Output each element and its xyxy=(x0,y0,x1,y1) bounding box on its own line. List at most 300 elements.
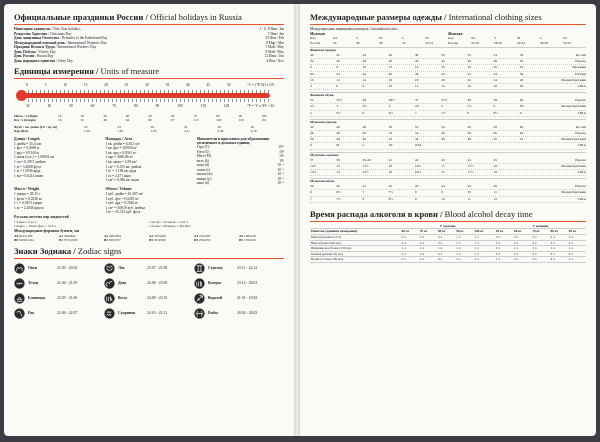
alcohol-cell: 2 ч xyxy=(568,234,586,240)
size-head-cell: 46-48 xyxy=(540,40,548,45)
alcohol-cell: Вино (бокал 200 мл) xyxy=(310,240,401,246)
size-cell: 36½ xyxy=(388,98,395,103)
holiday-date: 12 Июн / Jun xyxy=(264,54,284,58)
zodiac-name: Рак xyxy=(28,311,35,316)
size-cell: 41 xyxy=(388,157,393,162)
prefix-value: 10³ xyxy=(279,158,284,163)
size-cell: 42 xyxy=(336,71,340,76)
size-cell: 14 xyxy=(414,65,419,70)
area-item: 1 акр = 4046,86 м² xyxy=(105,155,133,160)
size-cell: 54 xyxy=(441,124,445,129)
size-cell: 7½ xyxy=(336,196,341,201)
alcohol-head-cell: 60 кг xyxy=(401,229,419,235)
unit-cell: 100 xyxy=(261,114,267,118)
unit-cell: 70 xyxy=(193,114,197,118)
size-section-title: Мужские сорочки xyxy=(310,152,586,158)
alcohol-cell: 2 ч xyxy=(568,251,586,257)
alcohol-table xyxy=(310,224,586,263)
size-cell: 18 xyxy=(493,163,498,168)
alcohol-cell: 7 ч xyxy=(495,257,513,263)
size-cell: 17 xyxy=(441,163,445,168)
zodiac-dates: 23.12 - 20.01 xyxy=(237,281,258,286)
paper-heading: Международные форматы бумаги, мм xyxy=(14,228,80,233)
zodiac-dates: 22.05 - 21.06 xyxy=(57,296,78,301)
size-cell: 10 xyxy=(362,65,366,70)
prefix-value: 10⁻² xyxy=(277,167,284,172)
size-cell: 43 xyxy=(414,184,419,189)
size-head-cell: XL xyxy=(563,36,568,41)
paper-format: A1 594x841 xyxy=(59,233,76,238)
size-cell: 50 xyxy=(493,137,498,142)
alcohol-cell: 2 ч xyxy=(401,251,419,257)
size-head-cell: S xyxy=(356,36,358,41)
size-cell: 44 xyxy=(441,184,445,189)
size-cell: 46 xyxy=(336,124,340,129)
alcohol-cell: 4 ч xyxy=(549,257,567,263)
prefix-name: нано (n) xyxy=(196,181,209,186)
size-cell xyxy=(441,143,467,148)
size-cell: 5 xyxy=(441,104,443,109)
thermo-tick-label: 25 xyxy=(124,83,129,87)
size-cell: 42 xyxy=(414,59,419,64)
size-cell: Европа xyxy=(575,157,586,162)
right-page xyxy=(300,4,596,436)
size-cell: 10 xyxy=(388,83,393,88)
size-cell: 16 xyxy=(388,77,393,82)
size-cell xyxy=(520,197,546,202)
volume-item: 1 куб. дюйм = 16,387 см³ xyxy=(105,191,144,196)
size-cell xyxy=(520,158,546,163)
paper-format: B4 250x353 xyxy=(194,238,211,243)
unit-cell: 2,21 xyxy=(183,129,190,134)
zodiac-name: Скорпион xyxy=(118,311,136,316)
size-cell: Великобритания xyxy=(561,190,586,195)
unit-cell: 2,76 xyxy=(250,129,257,134)
unit-cell: Км / ч (Kmph) xyxy=(14,118,36,123)
alcohol-cell: 2 ч xyxy=(513,251,531,257)
zodiac-4-icon xyxy=(14,278,25,289)
size-cell: 48 xyxy=(414,71,419,76)
zodiac-name: Близнецы xyxy=(28,296,46,301)
zodiac-item xyxy=(14,278,104,289)
thermo-tick-label: 5 xyxy=(44,83,47,87)
size-head-cell: XL xyxy=(425,36,430,41)
zodiac-6-icon xyxy=(194,278,205,289)
zodiac-12-icon xyxy=(194,308,205,319)
size-cell: 3½ xyxy=(362,104,367,109)
pressure-table xyxy=(14,125,284,134)
size-head-cell: 32-36 xyxy=(471,40,479,45)
size-cell: XXL xyxy=(414,143,423,148)
size-cell: 60 xyxy=(519,124,524,129)
unit-cell: 161 xyxy=(261,118,267,123)
zodiac-name: Козерог xyxy=(208,281,222,286)
zodiac-item xyxy=(14,308,104,319)
length-item: 1 см = 0,3937 дюйма xyxy=(14,160,46,164)
size-cell: 48 xyxy=(362,124,366,129)
size-cell: 52 xyxy=(519,137,524,142)
unit-cell: 1,65 xyxy=(117,129,124,134)
size-cell: 46 xyxy=(388,71,393,76)
size-cell: США xyxy=(577,169,586,174)
size-cell: M xyxy=(336,143,340,148)
size-cell: 40 xyxy=(519,98,524,103)
size-cell: 15½ xyxy=(362,163,369,168)
alcohol-head-cell: 60 кг xyxy=(513,229,531,235)
size-cell: 16 xyxy=(467,83,471,88)
size-cell: 50 xyxy=(388,124,393,129)
unit-cell: 1,38 xyxy=(84,129,90,134)
zodiac-dates: 22.06 - 22.07 xyxy=(57,311,78,316)
alcohol-cell: 2 ч xyxy=(513,240,531,246)
alcohol-cell: 3 ч xyxy=(495,234,513,240)
size-head-cell: XS xyxy=(333,36,338,41)
alcohol-cell: 3 ч xyxy=(455,257,473,263)
size-head-cell: XS xyxy=(471,36,476,41)
area-item: 1 га = 2,471 акра xyxy=(105,173,131,178)
zodiac-dates: 22.08 - 23.09 xyxy=(147,281,168,286)
alcohol-cell: 2 ч xyxy=(419,251,437,257)
size-cell: 14 xyxy=(441,83,445,88)
size-cell: 10 xyxy=(310,77,314,82)
size-cell: 5 xyxy=(310,110,312,115)
unit-cell: 30 xyxy=(103,114,107,118)
holiday-name: День Победы / Victory Day xyxy=(14,49,56,54)
size-cell: 56 xyxy=(441,130,445,135)
thermo-tick-label: 90 xyxy=(155,104,160,108)
size-cell: 54 xyxy=(493,71,498,76)
size-cell: 6 xyxy=(310,65,312,70)
size-head-cell: 38-40 xyxy=(494,40,502,45)
size-cell: 37 xyxy=(310,157,314,162)
alcohol-cell: 3 ч xyxy=(473,257,494,263)
zodiac-11-icon xyxy=(104,308,115,319)
paper-grid xyxy=(14,234,284,243)
size-cell: 4½ xyxy=(414,104,420,109)
units-columns-2 xyxy=(14,187,284,215)
zodiac-item xyxy=(194,293,284,304)
size-cell: 50 xyxy=(519,59,524,64)
size-cell: 7 xyxy=(414,110,417,115)
size-cell: 42 xyxy=(336,52,340,57)
holiday-name: День народного единства / Unity Day xyxy=(14,58,73,63)
size-cell: Великобритания xyxy=(561,137,586,142)
alcohol-cell: 1 ч xyxy=(455,246,473,252)
size-cell: 2½ xyxy=(310,104,315,109)
thermometer xyxy=(14,81,284,113)
thermo-tick-label: 15 xyxy=(83,83,88,87)
size-cell: Европа xyxy=(575,59,586,64)
size-cell: 40 xyxy=(336,184,340,189)
alcohol-cell: 1 ч xyxy=(513,246,531,252)
size-cell: 38 xyxy=(362,59,366,64)
size-cell: США xyxy=(577,110,586,115)
divider xyxy=(310,221,586,222)
size-cell: Великобритания xyxy=(561,163,586,168)
size-cell: Франция xyxy=(572,65,586,70)
mass-item: 1 унция = 28,35 г xyxy=(14,191,41,196)
paper-format: B5 176x250 xyxy=(239,238,256,243)
holiday-date: 4 Ноя / Nov xyxy=(266,58,284,63)
size-cell: Великобритания xyxy=(561,77,586,82)
alcohol-cell: 1 ч xyxy=(473,246,494,252)
clothing-title: Международные размеры одежды / International clothing sizes xyxy=(310,12,542,22)
unit-cell: 20 xyxy=(80,114,84,118)
size-cell: 12 xyxy=(388,65,393,70)
zodiac-name: Дева xyxy=(118,281,127,286)
paper-format: B0 1000x1414 xyxy=(14,238,35,243)
alcohol-cell: 2 ч xyxy=(401,234,419,240)
thermo-tick-label: 70 xyxy=(112,104,116,108)
size-cell: XL xyxy=(388,143,394,148)
size-cell: 42 xyxy=(414,157,419,162)
size-cell: 22 xyxy=(519,65,524,70)
size-row xyxy=(310,197,586,203)
alcohol-cell: 2 ч xyxy=(531,234,549,240)
alcohol-cell: 1 ч xyxy=(549,246,567,252)
size-cell: 46 xyxy=(388,52,393,57)
size-cell: 17½ xyxy=(467,169,474,174)
size-cell: 56 xyxy=(519,71,524,76)
size-head-men: Мужская xyxy=(310,31,325,36)
alcohol-cell: 2 ч xyxy=(513,234,531,240)
size-cell: 8 xyxy=(362,83,365,88)
size-cell: 8 xyxy=(336,65,338,70)
unit-cell: 97 xyxy=(171,118,175,123)
prefix-value: 10⁻³ xyxy=(277,172,284,177)
holiday-date: 9 Май / May xyxy=(265,49,284,54)
zodiac-item xyxy=(104,278,194,289)
size-cell: 62 xyxy=(519,130,524,135)
unit-cell: 50 xyxy=(148,114,152,118)
size-cell: 16½ xyxy=(414,163,421,168)
clothing-note: Международная маркировка размеров / International sizes xyxy=(310,27,398,31)
zodiac-name: Лев xyxy=(118,266,125,271)
size-cell: 60 xyxy=(493,130,498,135)
volume-item: 1 куб. ярд = 0,7646 м³ xyxy=(105,201,139,206)
divider xyxy=(14,24,284,25)
zodiac-2-icon xyxy=(104,263,115,274)
liquid-item: 1 бочка = 40 ведер = 491,96 л xyxy=(149,224,191,229)
length-heading: Длина / Length xyxy=(14,136,40,141)
units-columns xyxy=(14,137,284,186)
alcohol-title: Время распада алкоголя в крови / Blood alcohol decay time xyxy=(310,208,533,219)
size-cell: 18 xyxy=(414,77,419,82)
unit-cell: 113 xyxy=(193,118,199,123)
alcohol-cell: 2 ч xyxy=(401,240,419,246)
size-cell: 36 xyxy=(336,59,340,64)
zodiac-item xyxy=(194,263,284,274)
divider xyxy=(310,24,586,25)
liquid-heading: Русская система мер жидкостей xyxy=(14,214,69,219)
size-row xyxy=(310,111,586,117)
size-cell: 46 xyxy=(467,59,471,64)
prefix-value: 10⁹ xyxy=(279,149,284,154)
size-cell: 48 xyxy=(467,137,471,142)
zodiac-8-icon xyxy=(104,293,115,304)
size-head-cell: Код xyxy=(448,36,454,41)
size-head-cell: 44 xyxy=(333,40,337,45)
volume-heading: Объем / Volume xyxy=(105,186,132,191)
size-cell: 15½ xyxy=(362,169,369,174)
size-cell: 50 xyxy=(441,52,445,57)
size-cell: 18 xyxy=(493,169,498,174)
alcohol-head-cell: Напиток (единица измерения) xyxy=(310,229,401,235)
size-cell xyxy=(520,164,546,169)
thermo-tick-label: 110 xyxy=(200,104,206,108)
size-cell: 52 xyxy=(467,71,471,76)
size-cell: 42 xyxy=(388,184,393,189)
zodiac-item xyxy=(104,293,194,304)
size-cell: 7½ xyxy=(441,110,446,115)
size-cell: 20 xyxy=(519,83,524,88)
size-cell: 14½ xyxy=(310,163,317,168)
size-cell: 41 xyxy=(362,184,366,189)
thermo-tick-label: 50 xyxy=(226,83,231,87)
size-head-cell: Код xyxy=(310,36,316,41)
thermo-tick-label: 0 xyxy=(26,83,28,87)
holiday-row xyxy=(14,59,284,64)
unit-cell: 36 xyxy=(217,124,221,129)
speed-table xyxy=(14,114,284,123)
size-cell: 24 xyxy=(493,77,498,82)
size-cell: 17 xyxy=(441,169,445,174)
unit-cell: 2,48 xyxy=(217,129,224,134)
size-cell: 7 xyxy=(362,190,365,195)
holidays-title: Официальные праздники России / Official holidays in Russia xyxy=(14,12,242,22)
size-cell: 44 xyxy=(310,124,314,129)
size-cell: 37½ xyxy=(441,98,448,103)
size-head-cell: 50 xyxy=(402,40,406,45)
size-cell: 35½ xyxy=(336,98,343,103)
size-cell: 15 xyxy=(336,163,340,168)
size-cell: 40 xyxy=(310,71,314,76)
size-cell: 38 xyxy=(336,157,340,162)
zodiac-item xyxy=(104,263,194,274)
alcohol-cell: 3 ч xyxy=(495,240,513,246)
zodiac-item xyxy=(194,308,284,319)
alcohol-cell: 1 ч xyxy=(473,251,494,257)
thermo-tick-label: 10 xyxy=(63,83,67,87)
size-cell: 45 xyxy=(493,157,498,162)
liquid-item: 1 чарка = 0,12 л xyxy=(14,219,37,224)
alcohol-cell: 1 ч xyxy=(473,240,494,246)
size-cell: Великобритания xyxy=(561,104,586,109)
size-cell: S xyxy=(310,143,312,148)
size-cell: 40 xyxy=(310,52,314,57)
size-cell: 40 xyxy=(388,59,393,64)
alcohol-head-cell: 70 кг xyxy=(531,229,549,235)
length-item: 1 ярд = 0,9144 м xyxy=(14,150,39,155)
size-head-row xyxy=(310,41,586,45)
size-cell: 17½ xyxy=(467,163,474,168)
unit-cell: 80 xyxy=(216,114,220,118)
paper-format: B1 707x1000 xyxy=(59,238,78,243)
size-cell: 36 xyxy=(310,137,314,142)
size-cell: 46 xyxy=(493,184,498,189)
unit-cell: Бар (Bar) xyxy=(14,129,29,134)
size-row xyxy=(310,84,586,90)
size-head-cell: S xyxy=(494,36,496,41)
alcohol-cell: Водка (стопка 100 мл) xyxy=(310,257,401,263)
size-cell: 4 xyxy=(310,83,312,88)
size-cell: США xyxy=(577,196,586,201)
size-cell: 46 xyxy=(441,137,445,142)
volume-item: 1 см³ = 0,0610 куб. дюйма xyxy=(105,205,145,210)
holidays-list xyxy=(14,27,284,63)
liquid-list xyxy=(14,220,284,229)
area-item: 1 кв. дюйм = 6,452 см² xyxy=(105,141,140,146)
size-cell: 44 xyxy=(414,137,419,142)
alcohol-row xyxy=(310,257,586,263)
unit-cell: 80 xyxy=(148,118,152,123)
alcohol-cell: 1 ч xyxy=(455,240,473,246)
size-cell: США xyxy=(577,83,586,88)
size-cell xyxy=(467,143,493,148)
alcohol-head-cell: 70 кг xyxy=(419,229,437,235)
size-cell: Европа xyxy=(575,184,586,189)
size-cell: 6½ xyxy=(388,110,394,115)
zodiac-dates: 23.11 - 22.12 xyxy=(237,266,258,271)
alcohol-cell: 4 ч xyxy=(419,257,437,263)
alcohol-cell: 3 ч xyxy=(495,251,513,257)
size-cell: 6 xyxy=(336,83,338,88)
size-cell: 8 xyxy=(362,196,365,201)
length-item: 1 м = 3,2808 фута xyxy=(14,164,41,169)
prefix-value: 10⁻⁹ xyxy=(277,181,284,186)
size-cell: 18 xyxy=(467,65,471,70)
size-cell: 16 xyxy=(388,169,393,174)
size-cell: 3 xyxy=(336,104,338,109)
size-cell: 7½ xyxy=(388,190,394,195)
holiday-name: Праздник Весны и Труда / International Workers' Day xyxy=(14,45,97,49)
zodiac-name: Телец xyxy=(28,281,39,286)
paper-format: A5 148x210 xyxy=(239,233,256,238)
size-cell: 40 xyxy=(362,137,366,142)
size-section-title: Мужская обувь xyxy=(310,178,586,184)
size-cell xyxy=(520,190,546,195)
alcohol-cell: Пиво (бутылка 0,5 л) xyxy=(310,234,401,240)
zodiac-name: Овен xyxy=(28,266,37,271)
size-cell: 39 xyxy=(310,184,314,189)
paper-format: A4 210x297 xyxy=(194,233,211,238)
size-cell: 42 xyxy=(388,137,393,142)
size-cell: 34 xyxy=(310,59,314,64)
zodiac-9-icon xyxy=(194,293,205,304)
alcohol-head-cell: 90 кг xyxy=(568,229,586,235)
area-heading: Площадь / Area xyxy=(105,136,133,141)
alcohol-cell: 2 ч xyxy=(549,234,567,240)
size-cell: 39-40 xyxy=(362,157,371,162)
size-cell: 26 xyxy=(519,77,524,82)
size-cell: Европа xyxy=(575,130,586,135)
thermometer-bar xyxy=(22,93,270,98)
alcohol-cell: 2 ч xyxy=(437,240,455,246)
unit-cell: 40 xyxy=(125,114,130,118)
alcohol-cell: 2 ч xyxy=(437,234,455,240)
alcohol-head-cell: 90 кг xyxy=(455,229,473,235)
size-cell: 58 xyxy=(467,130,471,135)
alcohol-cell: 2 ч xyxy=(531,251,549,257)
unit-row xyxy=(14,118,284,122)
alcohol-cell: Коньяк (рюмка 50 мл) xyxy=(310,251,401,257)
thermo-tick-label: °F = °C x 9/5 + 32 xyxy=(247,104,274,108)
size-cell: 50 xyxy=(362,130,366,135)
size-cell: 6 xyxy=(362,110,365,115)
alcohol-cell: 3 ч xyxy=(568,257,586,263)
size-cell xyxy=(520,143,546,148)
paper-format: B2 500x707 xyxy=(104,238,121,243)
